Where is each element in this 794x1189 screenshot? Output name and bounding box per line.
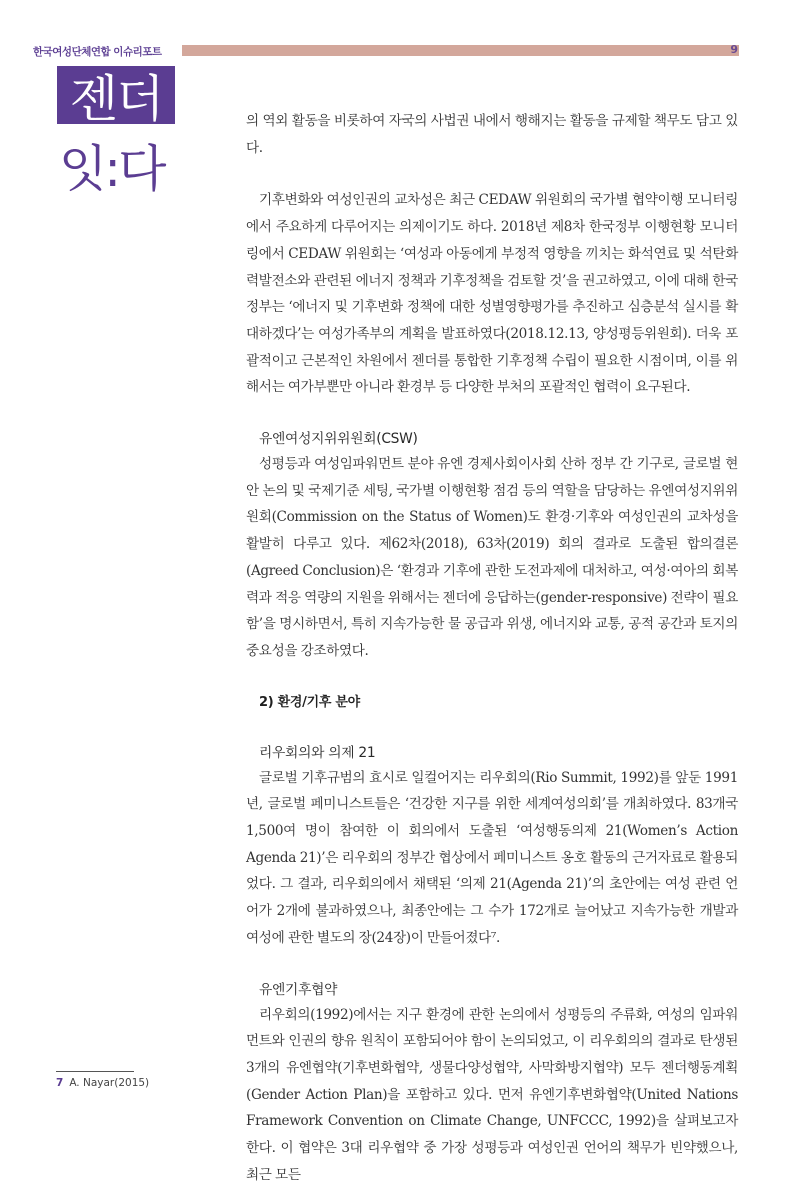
paragraph-cedaw: 기후변화와 여성인권의 교차성은 최근 CEDAW 위원회의 국가별 협약이행 모니터링에서 주요하게 다루어지는 의제이기도 하다. 2018년 제8차 한국정부 이행현황 모니터링에서 CEDAW 위원회는 ‘여성과 아동에게 부정적 영향을 끼치는 화석연료 및 석탄화력발전소와 관련된 에너지 정책과 기후정책을 검토할 것’을 권고하였고, 이에 대해 한국정부는 ‘에너지 및 기후변화 정책에 대한 성별영향평가를 추진하고 심층분석 실시를 확대하겠다’는 여성가족부의 계획을 발표하였다(2018.12.13, 양성평등위원회). 더욱 포괄적이고 근본적인 차원에서 젠더를 통합한 기후정책 수립이 필요한 시점이며, 이를 위해서는 여가부뿐만 아니라 환경부 등 다양한 부처의 포괄적인 협력이 요구된다. <box>246 192 738 396</box>
paragraph-csw: 성평등과 여성임파워먼트 분야 유엔 경제사회이사회 산하 정부 간 기구로, 글로벌 현안 논의 및 국제기준 세팅, 국가별 이행현황 점검 등의 역할을 담당하는 유엔여성지위위원회(Commission on the Status of Women)도 환경·기후와 여성인권의 교차성을 활발히 다루고 있다. 제62차(2018), 63차(2019) 회의 결과로 도출된 합의결론(Agreed Conclusion)은 ‘환경과 기후에 관한 도전과제에 대처하고, 여성·여아의 회복력과 적응 역량의 지원을 위해서는 젠더에 응답하는(gender-responsive) 전략이 필요함’을 명시하면서, 특히 지속가능한 물 공급과 위생, 에너지와 교통, 공적 공간과 토지의 중요성을 강조하였다. <box>246 456 738 659</box>
header-org-name: 한국여성단체연합 이슈리포트 <box>33 46 162 58</box>
footnote-rule <box>56 1071 134 1072</box>
section-heading-environment: 2) 환경/기후 분야 <box>259 694 360 710</box>
footnote <box>56 1077 149 1089</box>
subheading-unfccc: 유엔기후협약 <box>259 981 338 998</box>
subheading-csw: 유엔여성지위위원회(CSW) <box>259 431 418 448</box>
article-body <box>246 108 738 1189</box>
subheading-rio: 리우회의와 의제 21 <box>259 744 376 761</box>
page-number: 9 <box>730 43 738 56</box>
paragraph-rio: 글로벌 기후규범의 효시로 일컬어지는 리우회의(Rio Summit, 1992)를 앞둔 1991년, 글로벌 페미니스트들은 ‘건강한 지구를 위한 세계여성의회’를 개최하였다. 83개국 1,500여 명이 참여한 이 회의에서 도출된 ‘여성행동의제 21(Women’s Action Agenda 21)’은 리우회의 정부간 협상에서 페미니스트 옹호 활동의 근거자료로 활용되었다. 그 결과, 리우회의에서 채택된 ‘의제 21(Agenda 21)’의 초안에는 여성 관련 언어가 2개에 불과하였으나, 최종안에는 그 수가 172개로 늘어났고 지속가능한 개발과 여성에 관한 별도의 장(24장)이 만들어졌다⁷. <box>246 769 738 946</box>
paragraph-unfccc: 리우회의(1992)에서는 지구 환경에 관한 논의에서 성평등의 주류화, 여성의 임파워먼트와 인권의 향유 원칙이 포함되어야 함이 논의되었고, 이 리우회의의 결과로 탄생된 3개의 유엔협약(기후변화협약, 생물다양성협약, 사막화방지협약) 모두 젠더행동계획(Gender Action Plan)을 포함하고 있다. 먼저 유엔기후변화협약(United Nations Framework Convention on Climate Change, UNFCCC, 1992)을 살펴보고자 한다. 이 협약은 3대 리우협약 중 가장 성평등과 여성인권 언어의 책무가 빈약했으나, 최근 모든 <box>246 1006 738 1183</box>
footnote-number: 7 <box>56 1077 64 1089</box>
logo-line1: 젠더 <box>69 70 163 128</box>
logo-line2: 잇:다 <box>59 140 164 196</box>
paragraph-continuation: 의 역외 활동을 비롯하여 자국의 사법권 내에서 행해지는 활동을 규제할 책무도 담고 있다. <box>246 113 738 156</box>
gender-itda-logo <box>57 66 187 196</box>
footnote-text: A. Nayar(2015) <box>69 1077 150 1089</box>
header-bar <box>182 45 739 56</box>
gender-itda-logo-art <box>57 66 187 196</box>
